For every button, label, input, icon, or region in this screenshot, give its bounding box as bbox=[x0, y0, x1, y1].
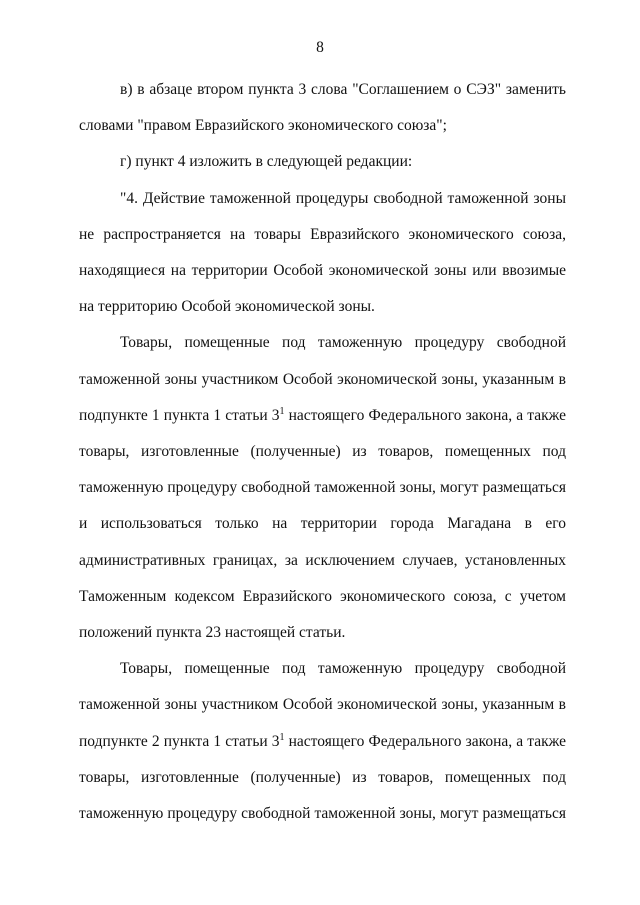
page-number: 8 bbox=[316, 39, 324, 56]
superscript-index: 1 bbox=[279, 405, 285, 417]
paragraph-point-4: "4. Действие таможенной процедуры свободной таможенной зоны не распространяется на товары Евразийского экономического союза, находящиеся на территории Особой экономической зоны или ввозимые на территорию Особой экономической зоны. bbox=[79, 189, 566, 316]
paragraph-text-start: Товары, помещенные под таможенную процедуру свободной таможенной зоны участником Особой экономической зоны, указанным в подпункте 1 пункта 1 статьи 3 bbox=[79, 334, 566, 424]
paragraph-amendment-v: в) в абзаце втором пункта 3 слова "Соглашением о СЭЗ" заменить словами "правом Евразийского экономического союза"; bbox=[79, 81, 566, 135]
paragraph-text-end: настоящего Федерального закона, а также товары, изготовленные (полученные) из товаров, помещенных под таможенную процедуру свободной таможенной зоны, могут размещаться и использоваться только на территории города Магадана в его административных границах, за исключением случаев, установленных Таможенным кодексом Евразийского экономического союза, с учетом положений пункта 23 настоящей статьи. bbox=[79, 406, 566, 642]
paragraph-text-start: Товары, помещенные под таможенную процедуру свободной таможенной зоны участником Особой экономической зоны, указанным в подпункте 2 пункта 1 статьи 3 bbox=[79, 660, 566, 750]
document-body bbox=[79, 72, 566, 832]
superscript-index: 1 bbox=[279, 731, 285, 743]
paragraph-goods-subpoint-1 bbox=[79, 325, 566, 651]
paragraph-text-end: настоящего Федерального закона, а также товары, изготовленные (полученные) из товаров, помещенных под таможенную процедуру свободной таможенной зоны, могут размещаться bbox=[79, 732, 566, 823]
paragraph-goods-subpoint-2 bbox=[79, 651, 566, 832]
paragraph-amendment-g: г) пункт 4 изложить в следующей редакции: bbox=[120, 153, 413, 171]
